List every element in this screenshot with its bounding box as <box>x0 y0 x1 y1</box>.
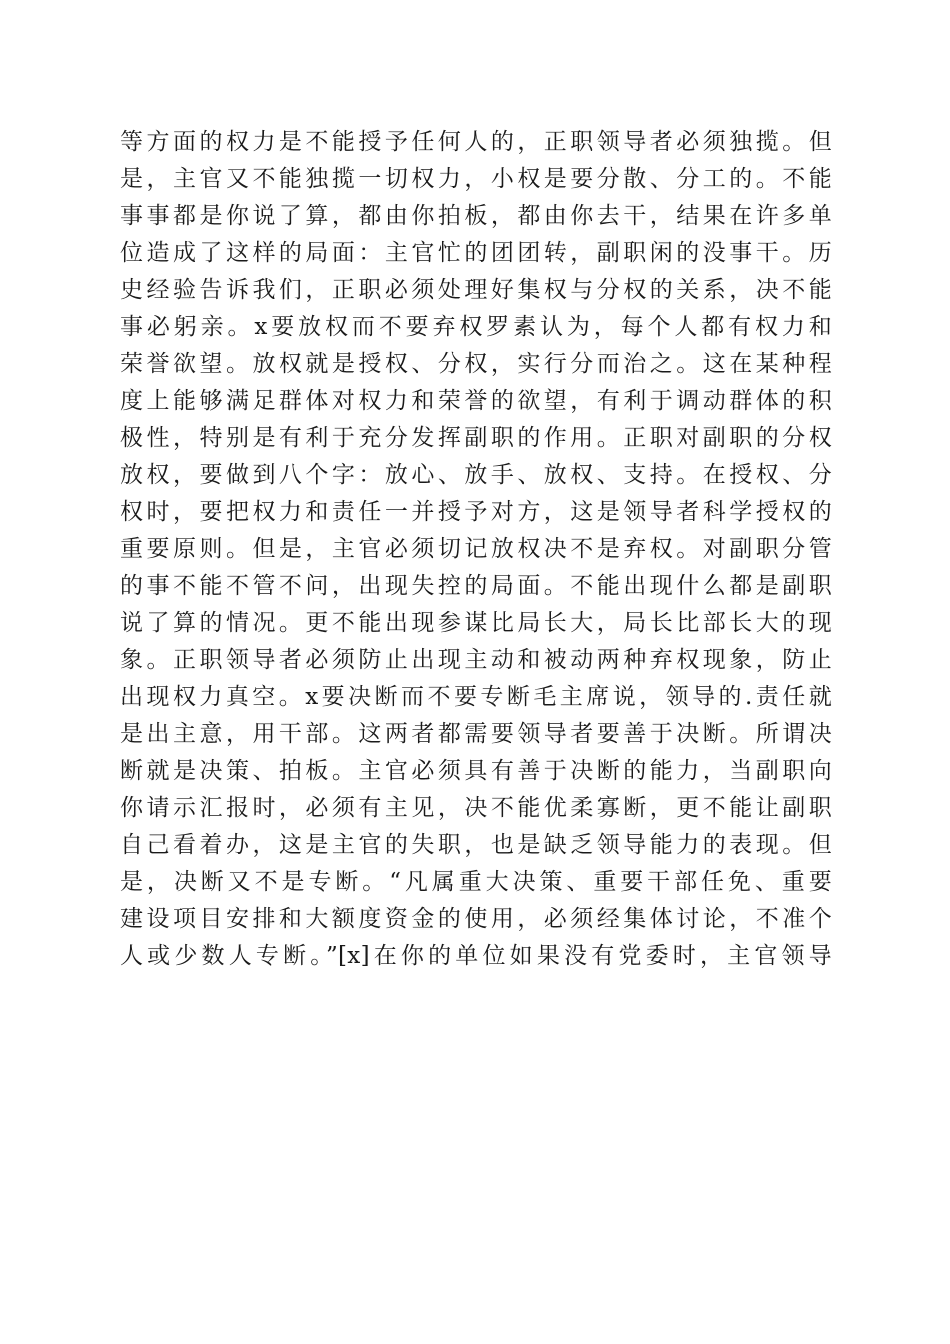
text-line: 象。正职领导者必须防止出现主动和被动两种弃权现象，防止 <box>120 647 832 673</box>
text-line: 你请示汇报时，必须有主见，决不能优柔寡断，更不能让副职 <box>120 795 832 821</box>
text-line: 是，决断又不是专断。“凡属重大决策、重要干部任免、重要 <box>120 869 832 895</box>
text-line: 断就是决策、拍板。主官必须具有善于决断的能力，当副职向 <box>120 758 832 784</box>
body-text <box>120 124 832 975</box>
text-line: 度上能够满足群体对权力和荣誉的欲望，有利于调动群体的积 <box>120 388 832 414</box>
text-line: 放权，要做到八个字：放心、放手、放权、支持。在授权、分 <box>120 462 832 488</box>
text-line: 史经验告诉我们，正职必须处理好集权与分权的关系，决不能 <box>120 277 832 303</box>
text-line: 荣誉欲望。放权就是授权、分权，实行分而治之。这在某种程 <box>120 351 832 377</box>
text-line: 是出主意，用干部。这两者都需要领导者要善于决断。所谓决 <box>120 721 832 747</box>
text-line: 自己看着办，这是主官的失职，也是缺乏领导能力的表现。但 <box>120 832 832 858</box>
text-line: 重要原则。但是，主官必须切记放权决不是弃权。对副职分管 <box>120 536 832 562</box>
text-line: 建设项目安排和大额度资金的使用，必须经集体讨论，不准个 <box>120 906 832 932</box>
text-line: 说了算的情况。更不能出现参谋比局长大，局长比部长大的现 <box>120 610 832 636</box>
text-line: 等方面的权力是不能授予任何人的，正职领导者必须独揽。但 <box>120 129 832 155</box>
text-line: 权时，要把权力和责任一并授予对方，这是领导者科学授权的 <box>120 499 832 525</box>
text-line: 的事不能不管不问，出现失控的局面。不能出现什么都是副职 <box>120 573 832 599</box>
text-line: 人或少数人专断。”[x]在你的单位如果没有党委时，主官领导 <box>120 943 832 969</box>
text-line: 出现权力真空。x要决断而不要专断毛主席说，领导的.责任就 <box>120 684 832 710</box>
text-line: 极性，特别是有利于充分发挥副职的作用。正职对副职的分权 <box>120 425 832 451</box>
text-line: 是，主官又不能独揽一切权力，小权是要分散、分工的。不能 <box>120 166 832 192</box>
text-line: 事必躬亲。x要放权而不要弃权罗素认为，每个人都有权力和 <box>120 314 832 340</box>
text-line: 位造成了这样的局面：主官忙的团团转，副职闲的没事干。历 <box>120 240 832 266</box>
text-line: 事事都是你说了算，都由你拍板，都由你去干，结果在许多单 <box>120 203 832 229</box>
